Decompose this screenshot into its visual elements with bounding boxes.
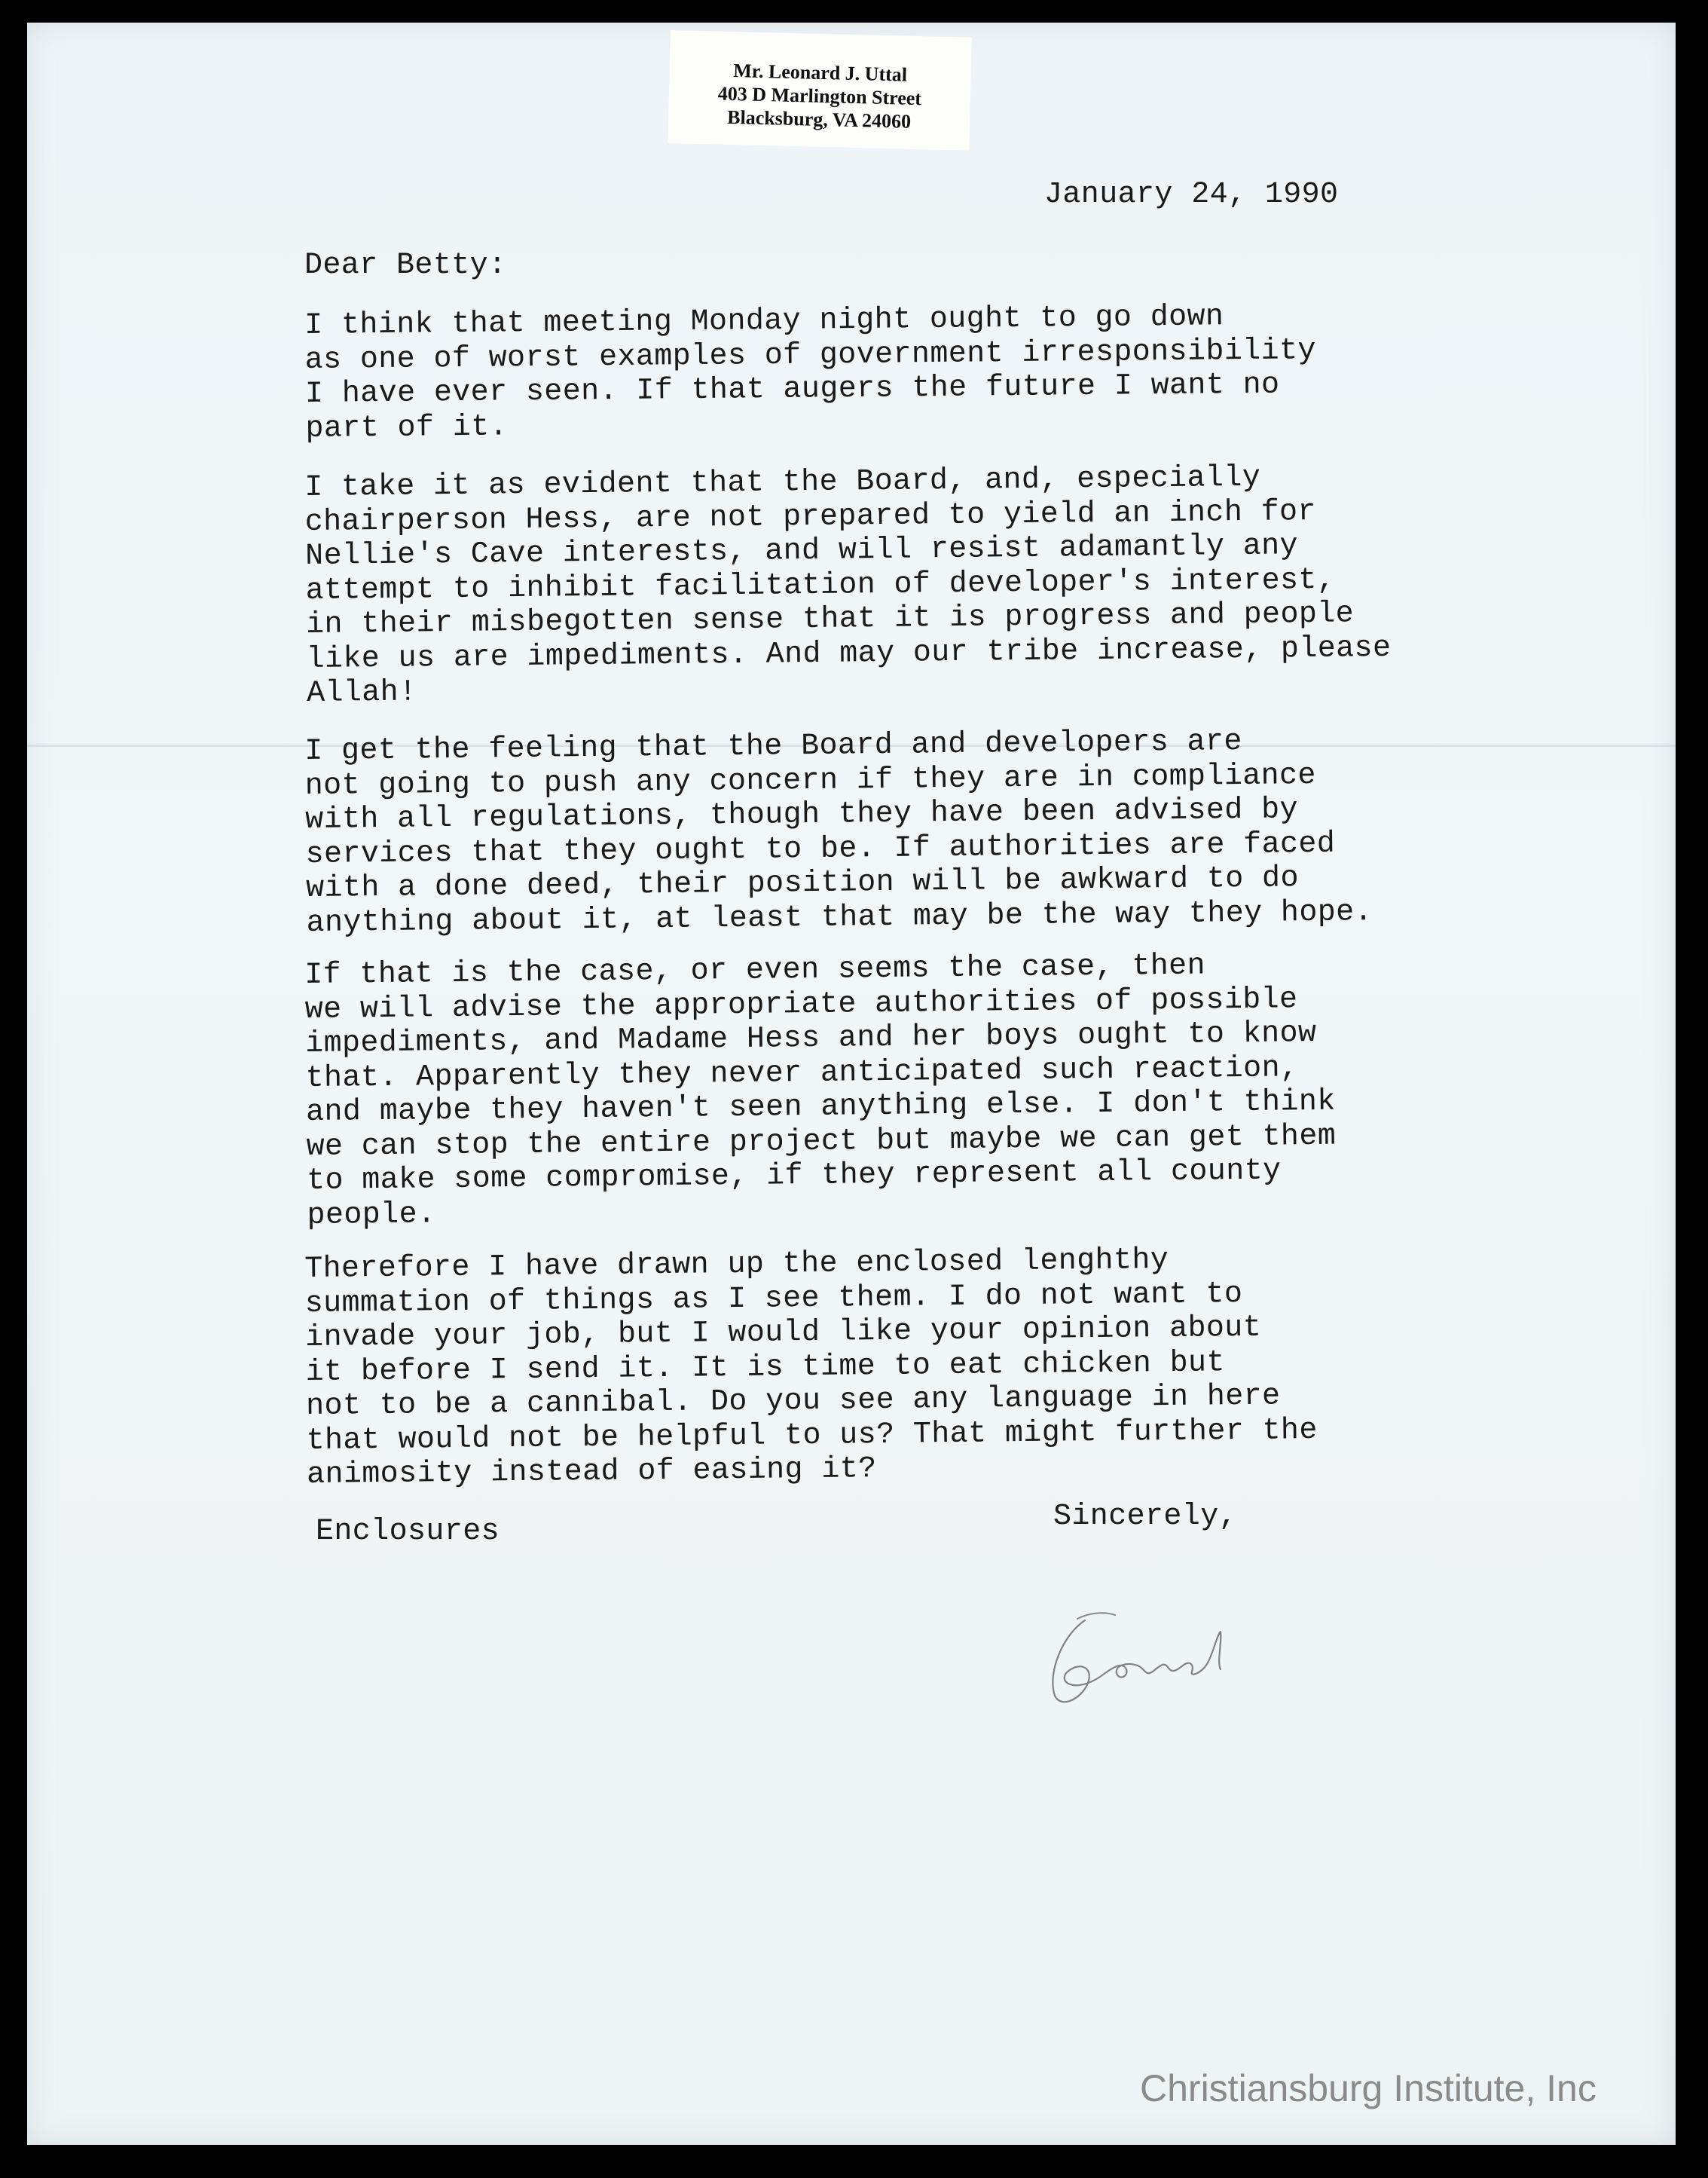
salutation: Dear Betty:	[304, 249, 507, 283]
sender-city: Blacksburg, VA 24060	[726, 106, 912, 133]
body-paragraph: If that is the case, or even seems the case, then we will advise the appropriate authorities of possible impediments, and Madame Hess and her boys ought to know that. Apparently they never anticipated such reaction, and maybe they haven't seen anything else. I don't think we can stop the entire project but maybe we can get them to make some compromise, if they represent all county people.	[304, 949, 1337, 1233]
letter-date: January 24, 1990	[1044, 178, 1339, 212]
handwritten-signature	[1032, 1590, 1273, 1718]
closing: Sincerely,	[1053, 1500, 1238, 1534]
address-label	[668, 30, 972, 151]
sender-street: 403 D Marlington Street	[717, 82, 922, 110]
watermark: Christiansburg Institute, Inc	[1140, 2067, 1596, 2109]
body-paragraph: I think that meeting Monday night ought to go down as one of worst examples of government irresponsibility I have ever seen. If that augers the future I want no part of it.	[304, 300, 1317, 446]
sender-name: Mr. Leonard J. Uttal	[732, 60, 908, 86]
enclosures-note: Enclosures	[316, 1515, 500, 1549]
body-paragraph: I take it as evident that the Board, and, especially chairperson Hess, are not prepared to yield an inch for Nellie's Cave interests, and will resist adamantly any attempt to inhibit facilitation of developer's interest, in their misbegotten sense that it is progress and people like us are impediments. And may our tribe increase, please Allah!	[304, 460, 1392, 711]
body-paragraph: I get the feeling that the Board and developers are not going to push any concern if they are in compliance with all regulations, though they have been advised by services that they ought to be. If authorities are faced with a done deed, their position will be awkward to do anything about it, at least that may be the way they hope.	[304, 724, 1373, 941]
body-paragraph: Therefore I have drawn up the enclosed lenghthy summation of things as I see them. I do not want to invade your job, but I would like your opinion about it before I send it. It is time to eat chicken but not to be a cannibal. Do you see any language in here that would not be helpful to us? That might further the animosity instead of easing it?	[304, 1243, 1318, 1492]
